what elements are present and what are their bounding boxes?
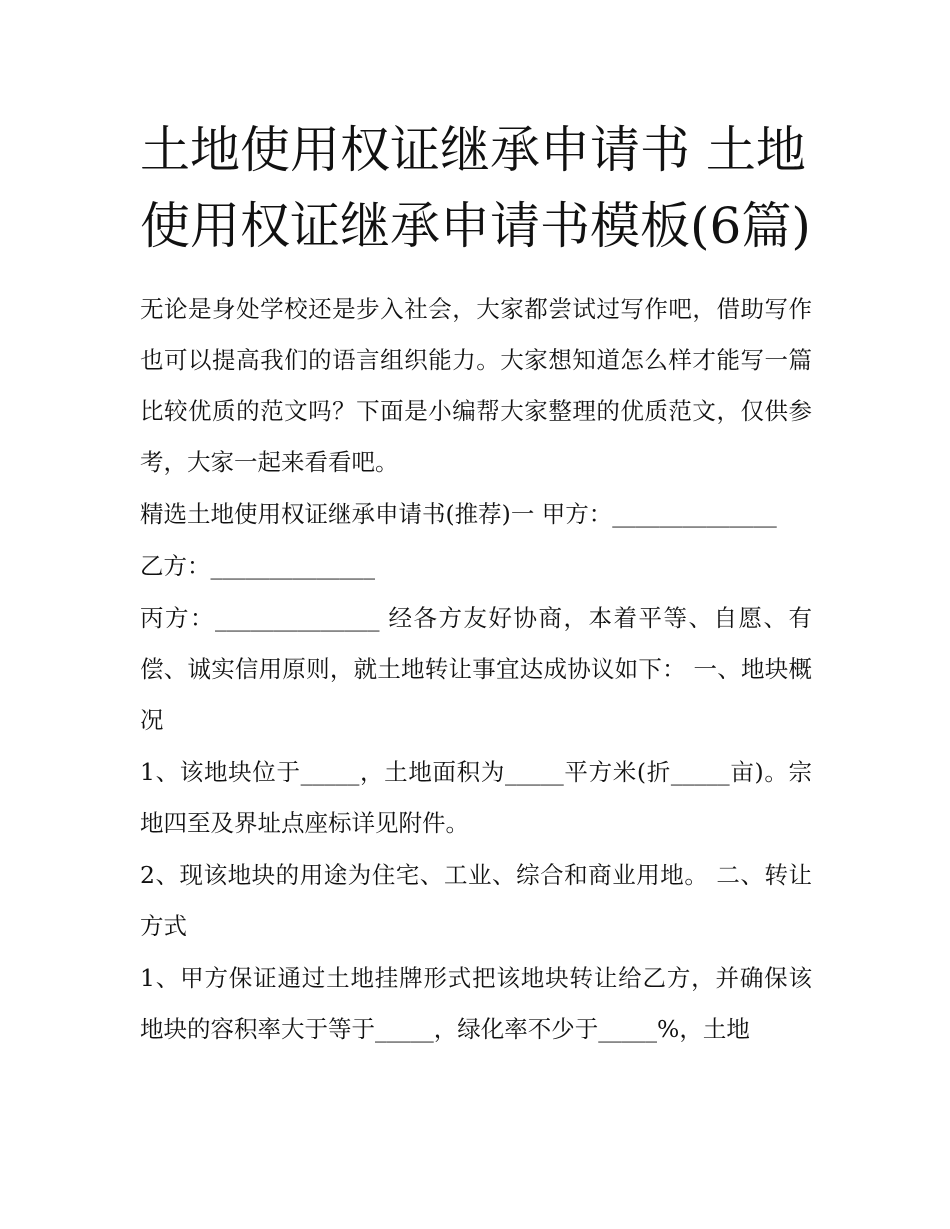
document-title: 土地使用权证继承申请书 土地使用权证继承申请书模板(6篇) bbox=[140, 121, 811, 255]
clause-1-1-paragraph: 1、该地块位于_____，土地面积为_____平方米(折_____亩)。宗地四至及界址点座标详见附件。 bbox=[140, 758, 812, 837]
party-a-paragraph: 精选土地使用权证继承申请书(推荐)一 甲方：______________ bbox=[140, 500, 777, 528]
party-b-paragraph: 乙方：______________ bbox=[140, 552, 375, 580]
document-body bbox=[140, 284, 812, 1055]
intro-paragraph: 无论是身处学校还是步入社会，大家都尝试过写作吧，借助写作也可以提高我们的语言组织能力。大家想知道怎么样才能写一篇比较优质的范文吗？下面是小编帮大家整理的优质范文，仅供参考，大家一起来看看吧。 bbox=[140, 295, 812, 476]
party-c-paragraph: 丙方：______________ 经各方友好协商，本着平等、自愿、有偿、诚实信用原则，就土地转让事宜达成协议如下： 一、地块概况 bbox=[140, 604, 812, 734]
clause-2-1-paragraph: 1、甲方保证通过土地挂牌形式把该地块转让给乙方，并确保该地块的容积率大于等于_____，绿化率不少于_____%，土地 bbox=[140, 964, 812, 1043]
clause-1-2-paragraph: 2、现该地块的用途为住宅、工业、综合和商业用地。 二、转让方式 bbox=[140, 861, 812, 940]
document-content bbox=[140, 112, 812, 1056]
